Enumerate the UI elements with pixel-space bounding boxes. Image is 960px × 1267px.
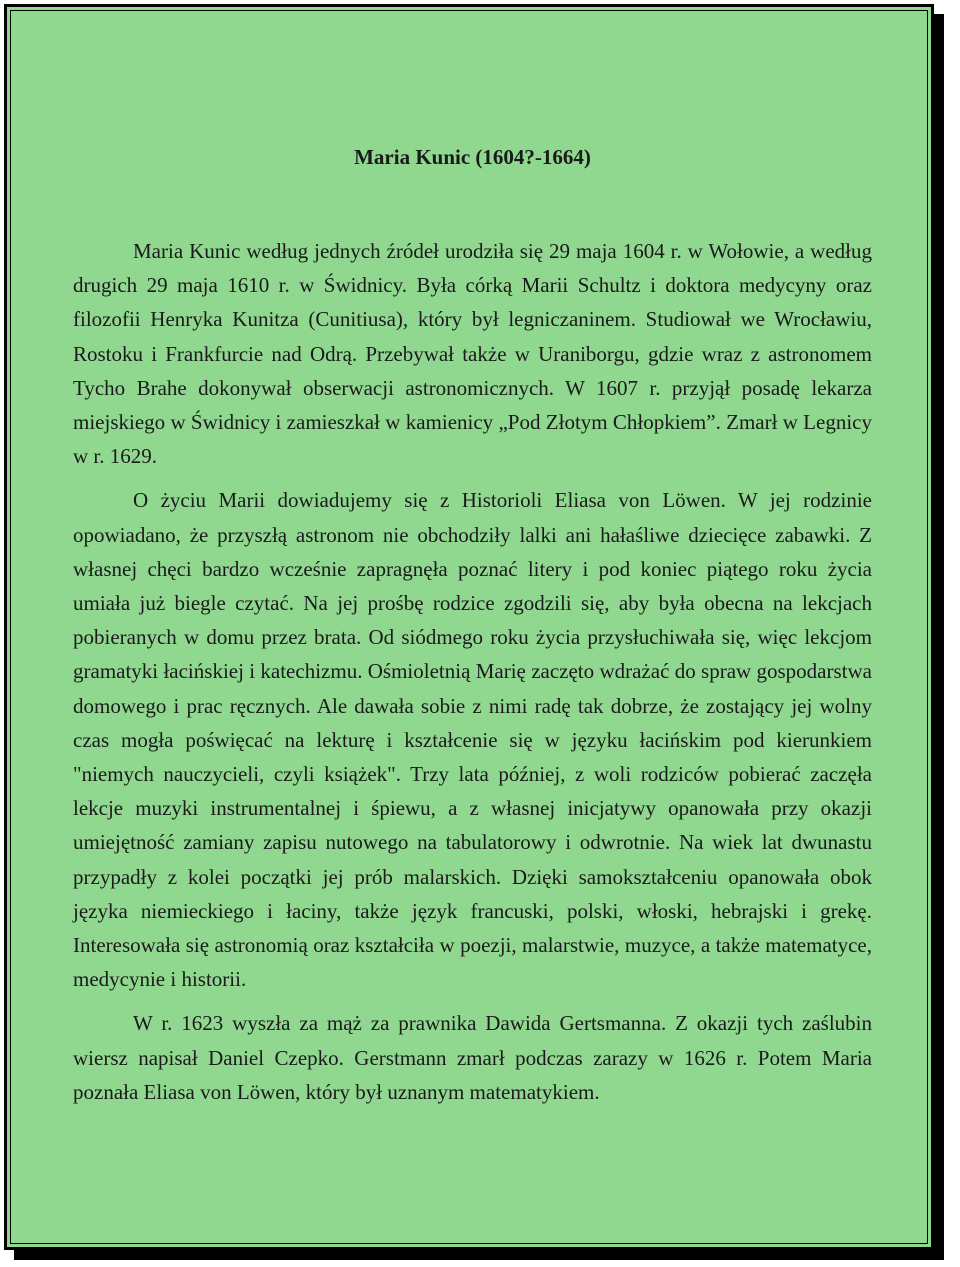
document-title: Maria Kunic (1604?-1664) — [354, 145, 591, 169]
document-body — [73, 140, 872, 1119]
paragraph-2: O życiu Marii dowiadujemy się z Historioli Eliasa von Löwen. W jej rodzinie opowiadano, że przyszłą astronom nie obchodziły lalki ani hałaśliwe dziecięce zabawki. Z własnej chęci bardzo wcześnie zapragnęła poznać litery i pod koniec piątego roku życia umiała już biegle czytać. Na jej prośbę rodzice zgodzili się, aby była obecna na lekcjach pobieranych w domu przez brata. Od siódmego roku życia przysłuchiwała się, więc lekcjom gramatyki łacińskiej i katechizmu. Ośmioletnią Marię zaczęto wdrażać do spraw gospodarstwa domowego i prac ręcznych. Ale dawała sobie z nimi radę tak dobrze, że zostający jej wolny czas mogła poświęcać na lekturę i kształcenie się w języku łacińskim pod kierunkiem "niemych nauczycieli, czyli książek". Trzy lata później, z woli rodziców pobierać zaczęła lekcje muzyki instrumentalnej i śpiewu, a z własnej inicjatywy opanowała przy okazji umiejętność zamiany zapisu nutowego na tabulatorowy i odwrotnie. Na wiek lat dwunastu przypadły z kolei początki jej prób malarskich. Dzięki samokształceniu opanowała obok języka niemieckiego i łaciny, także język francuski, polski, włoski, hebrajski i grekę. Interesowała się astronomią oraz kształciła w poezji, malarstwie, muzyce, a także matematyce, medycynie i historii. — [73, 488, 872, 992]
paragraph-3: W r. 1623 wyszła za mąż za prawnika Dawida Gertsmanna. Z okazji tych zaślubin wiersz napisał Daniel Czepko. Gerstmann zmarł podczas zarazy w 1626 r. Potem Maria poznała Eliasa von Löwen, który był uznanym matematykiem. — [73, 1011, 872, 1104]
paragraph-1: Maria Kunic według jednych źródeł urodziła się 29 maja 1604 r. w Wołowie, a według drugich 29 maja 1610 r. w Świdnicy. Była córką Marii Schultz i doktora medycyny oraz filozofii Henryka Kunitza (Cunitiusa), który był legniczaninem. Studiował we Wrocławiu, Rostoku i Frankfurcie nad Odrą. Przebywał także w Uraniborgu, gdzie wraz z astronomem Tycho Brahe dokonywał obserwacji astronomicznych. W 1607 r. przyjął posadę lekarza miejskiego w Świdnicy i zamieszkał w kamienicy „Pod Złotym Chłopkiem”. Zmarł w Legnicy w r. 1629. — [73, 239, 872, 469]
